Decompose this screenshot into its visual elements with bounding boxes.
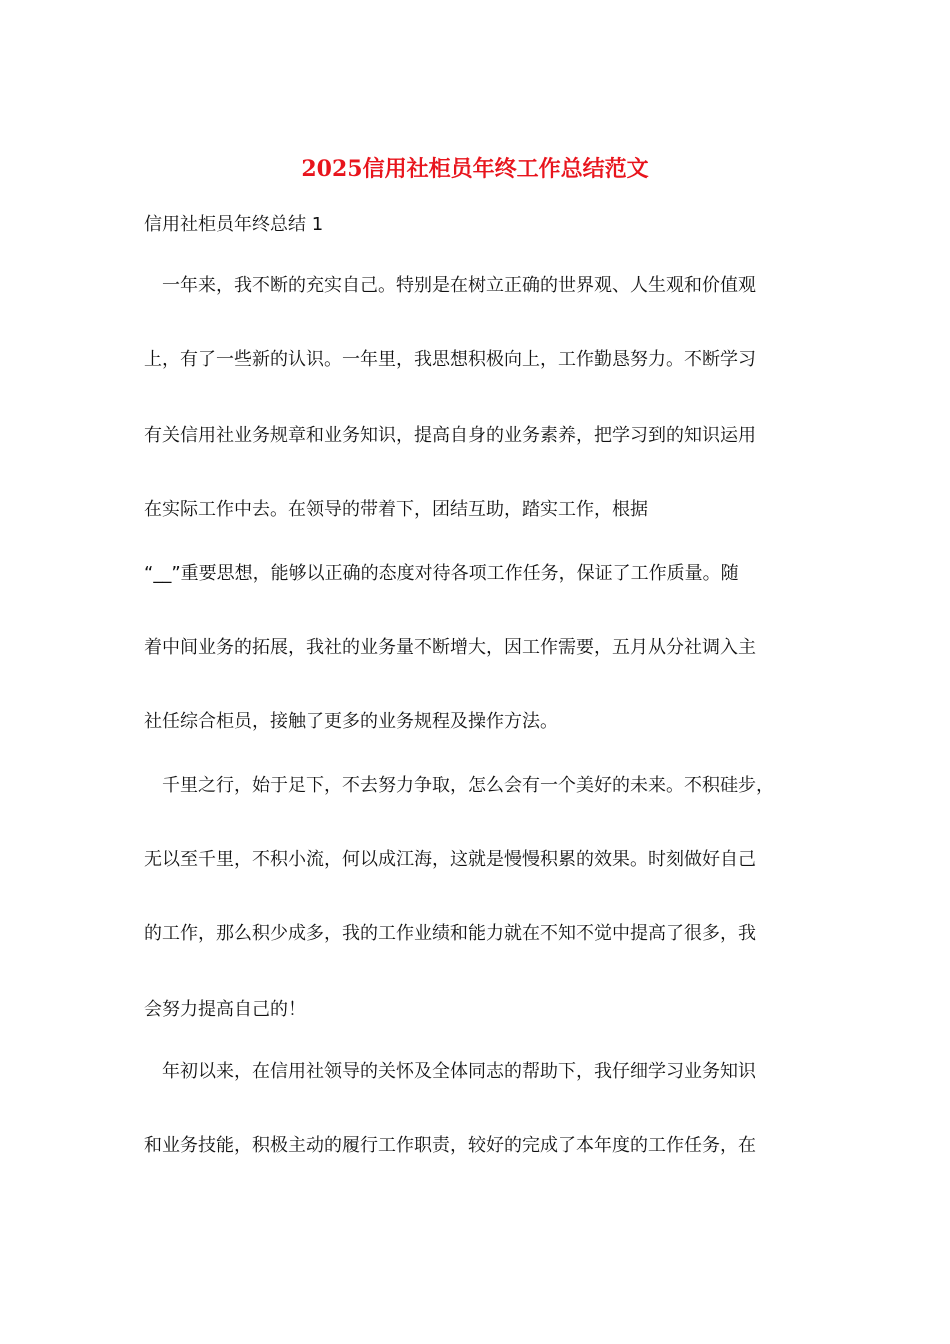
document-title: 2025信用社柜员年终工作总结范文 (301, 156, 649, 182)
paragraph-line: 一年来，我不断的充实自己。特别是在树立正确的世界观、人生观和价值观 (162, 275, 756, 296)
paragraph-line: 会努力提高自己的！ (144, 999, 306, 1020)
paragraph-line: 上，有了一些新的认识。一年里，我思想积极向上，工作勤恳努力。不断学习 (144, 349, 756, 370)
paragraph-line: 无以至千里，不积小流，何以成江海，这就是慢慢积累的效果。时刻做好自己 (144, 849, 756, 870)
paragraph-line: 社任综合柜员，接触了更多的业务规程及操作方法。 (144, 711, 558, 732)
paragraph-line: “__”重要思想，能够以正确的态度对待各项工作任务，保证了工作质量。随 (144, 563, 739, 584)
section-heading: 信用社柜员年终总结 1 (144, 214, 324, 235)
paragraph-line: 千里之行，始于足下，不去努力争取，怎么会有一个美好的未来。不积硅步， (162, 775, 774, 796)
paragraph-line: 着中间业务的拓展，我社的业务量不断增大，因工作需要，五月从分社调入主 (144, 637, 756, 658)
paragraph-line: 有关信用社业务规章和业务知识，提高自身的业务素养，把学习到的知识运用 (144, 425, 756, 446)
paragraph-line: 年初以来，在信用社领导的关怀及全体同志的帮助下，我仔细学习业务知识 (162, 1061, 756, 1082)
paragraph-line: 的工作，那么积少成多，我的工作业绩和能力就在不知不觉中提高了很多，我 (144, 923, 756, 944)
paragraph-line: 在实际工作中去。在领导的带着下，团结互助，踏实工作，根据 (144, 499, 648, 520)
paragraph-line: 和业务技能，积极主动的履行工作职责，较好的完成了本年度的工作任务，在 (144, 1135, 756, 1156)
